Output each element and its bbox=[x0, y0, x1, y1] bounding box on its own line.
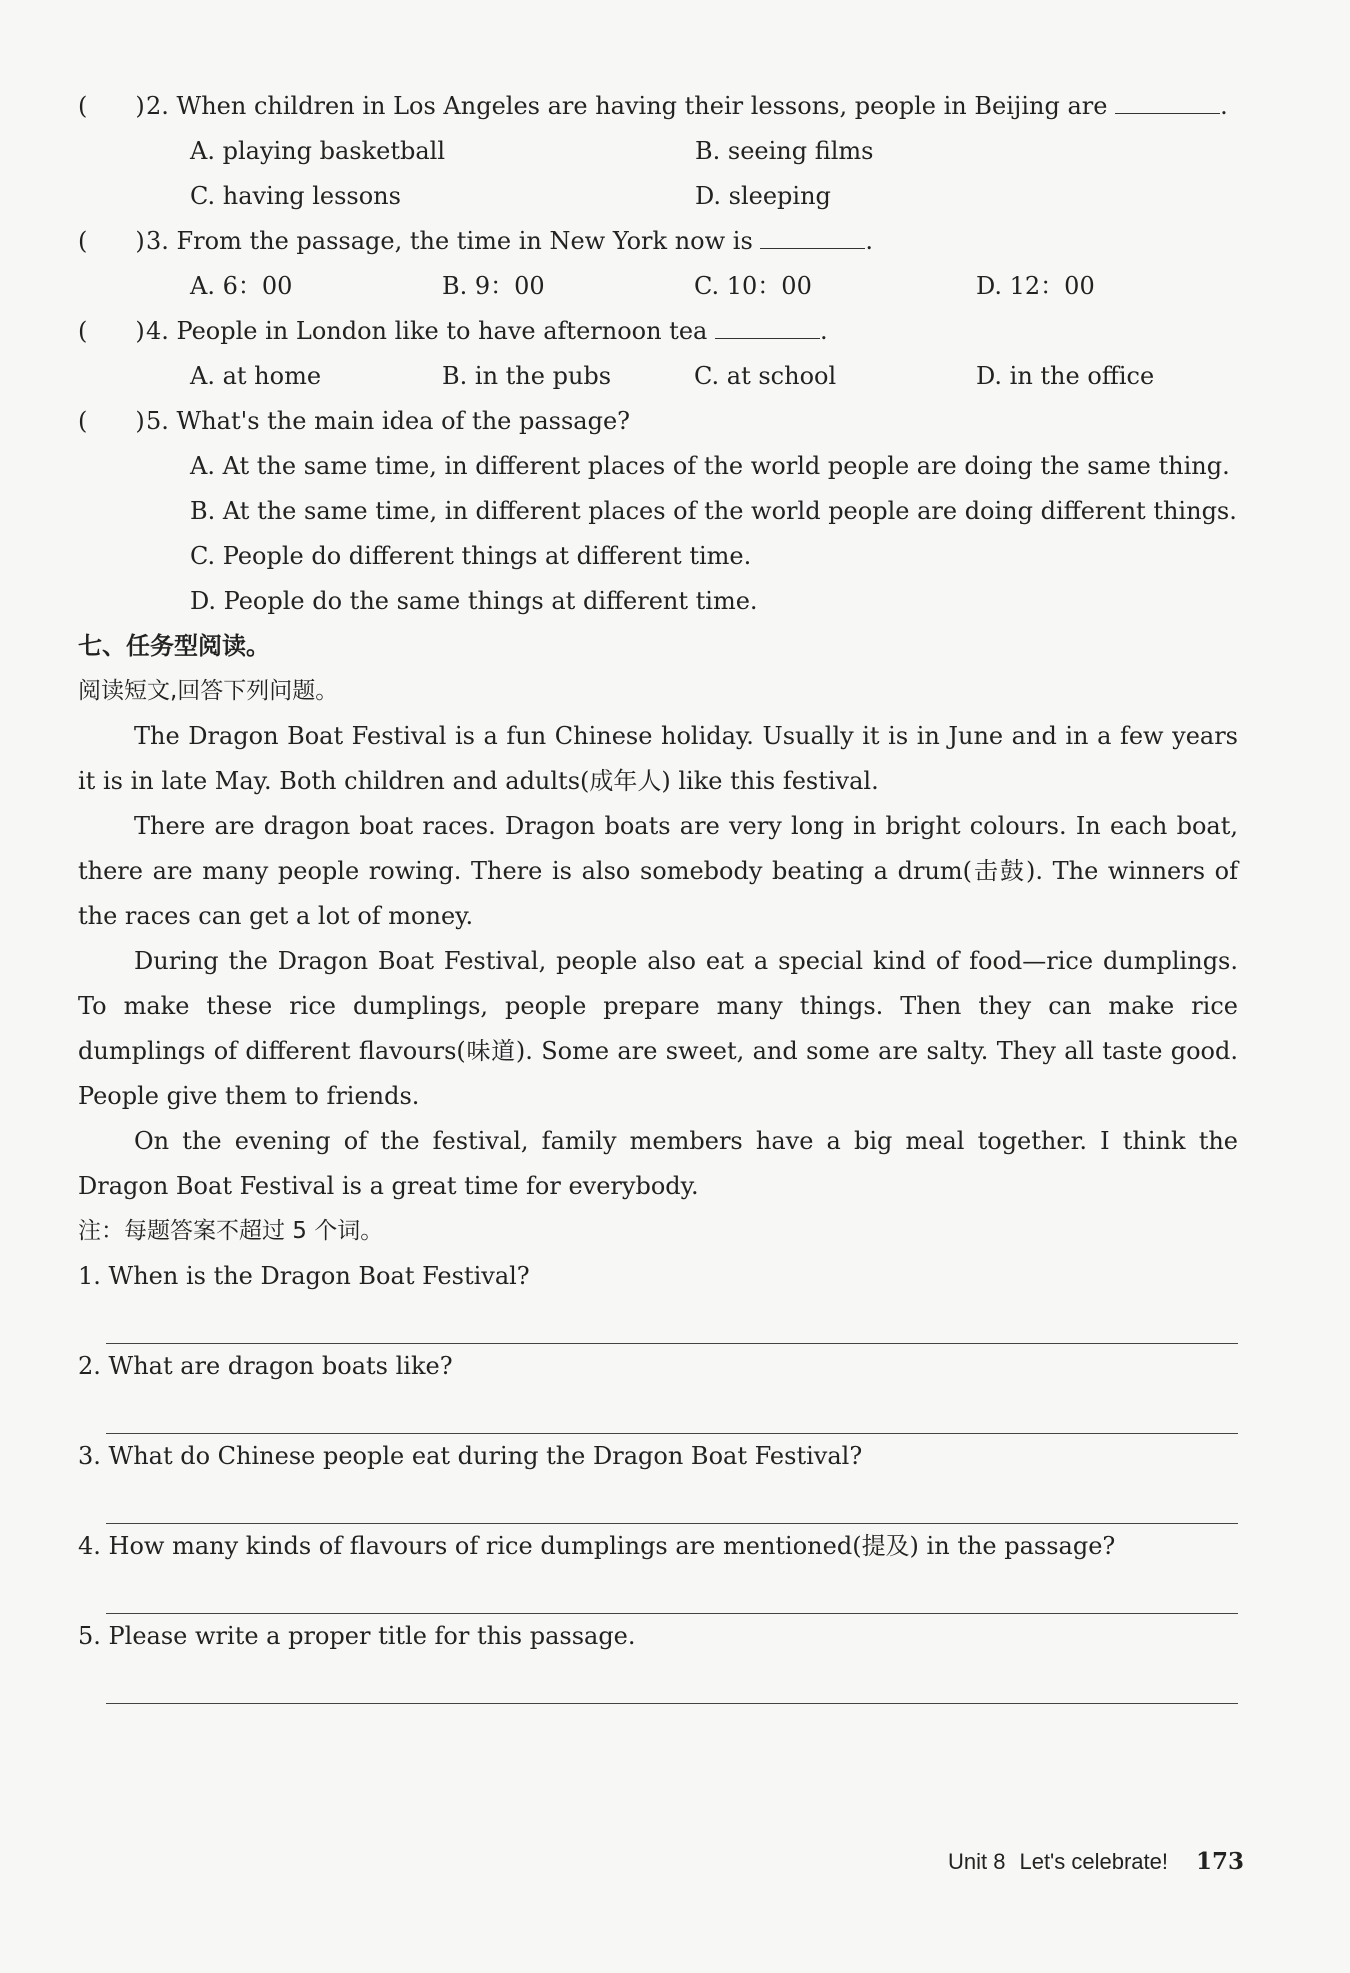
question-5: 5. Please write a proper title for this passage. bbox=[78, 1622, 636, 1650]
answer-line-2[interactable] bbox=[106, 1389, 1238, 1434]
question-stem: 3. From the passage, the time in New York now is bbox=[146, 227, 753, 255]
option-d: D. 12：00 bbox=[976, 272, 1095, 300]
question-stem: 2. When children in Los Angeles are having their lessons, people in Beijing are bbox=[146, 92, 1108, 120]
page-number: 173 bbox=[1195, 1848, 1244, 1875]
answer-note: 注：每题答案不超过 5 个词。 bbox=[78, 1218, 384, 1244]
option-d: D. in the office bbox=[976, 362, 1155, 390]
answer-blank[interactable] bbox=[1115, 89, 1220, 114]
question-4: 4. How many kinds of flavours of rice dumplings are mentioned(提及) in the passage? bbox=[78, 1532, 1116, 1560]
passage-paragraph: On the evening of the festival, family members have a big meal together. I think the Dragon Boat Festival is a great time for everybody. bbox=[78, 1127, 1238, 1200]
section-instruction: 阅读短文,回答下列问题。 bbox=[78, 678, 339, 704]
option-b: B. in the pubs bbox=[442, 362, 612, 390]
question-stem: 4. People in London like to have afternoon tea bbox=[146, 317, 708, 345]
question-1: 1. When is the Dragon Boat Festival? bbox=[78, 1262, 530, 1290]
option-b: B. 9：00 bbox=[442, 272, 545, 300]
unit-label: Unit 8 bbox=[947, 1849, 1006, 1874]
option-b: B. seeing films bbox=[695, 137, 874, 165]
option-c: C. having lessons bbox=[190, 182, 401, 210]
short-answer-questions bbox=[78, 1254, 1238, 1704]
option-d: D. People do the same things at different time. bbox=[190, 587, 758, 615]
option-d: D. sleeping bbox=[695, 182, 831, 210]
question-2: 2. What are dragon boats like? bbox=[78, 1352, 453, 1380]
option-a: A. playing basketball bbox=[190, 137, 446, 165]
section-title: 七、任务型阅读。 bbox=[78, 632, 270, 660]
answer-line-1[interactable] bbox=[106, 1299, 1238, 1344]
question-3: 3. What do Chinese people eat during the Dragon Boat Festival? bbox=[78, 1442, 863, 1470]
page-content bbox=[78, 84, 1238, 1704]
mc-question-4: ( ) 4. People in London like to have afternoon tea . A. at home B. in the pubs C. at school D. in the office bbox=[78, 309, 1238, 399]
answer-parenthesis[interactable]: ( ) bbox=[78, 227, 145, 255]
passage-paragraph: There are dragon boat races. Dragon boats are very long in bright colours. In each boat, there are many people rowing. There is also somebody beating a drum(击鼓). The winners of the races can get a lot of money. bbox=[78, 812, 1238, 930]
option-a: A. At the same time, in different places of the world people are doing the same thing. bbox=[190, 452, 1230, 480]
answer-line-5[interactable] bbox=[106, 1659, 1238, 1704]
answer-line-4[interactable] bbox=[106, 1569, 1238, 1614]
page-footer bbox=[948, 1848, 1244, 1875]
answer-blank[interactable] bbox=[715, 314, 820, 339]
answer-blank[interactable] bbox=[760, 224, 865, 249]
reading-passage bbox=[78, 714, 1238, 1209]
mc-question-5 bbox=[78, 399, 1238, 624]
answer-parenthesis[interactable]: ( ) bbox=[78, 92, 145, 120]
passage-paragraph: During the Dragon Boat Festival, people also eat a special kind of food—rice dumplings. To make these rice dumplings, people prepare many things. Then they can make rice dumplings of different flavours(味道). Some are sweet, and some are salty. They all taste good. People give them to friends. bbox=[78, 947, 1238, 1110]
question-stem: 5. What's the main idea of the passage? bbox=[146, 407, 631, 435]
option-c: C. People do different things at different time. bbox=[190, 542, 752, 570]
answer-parenthesis[interactable]: ( ) bbox=[78, 407, 145, 435]
mc-question-3: ( ) 3. From the passage, the time in New York now is . A. 6：00 B. 9：00 C. 10：00 D. 12：00 bbox=[78, 219, 1238, 309]
answer-line-3[interactable] bbox=[106, 1479, 1238, 1524]
option-a: A. at home bbox=[190, 362, 322, 390]
option-c: C. at school bbox=[694, 362, 837, 390]
option-a: A. 6：00 bbox=[190, 272, 293, 300]
passage-paragraph: The Dragon Boat Festival is a fun Chinese holiday. Usually it is in June and in a few years it is in late May. Both children and adults(成年人) like this festival. bbox=[78, 722, 1238, 795]
mc-question-2: ( ) 2. When children in Los Angeles are having their lessons, people in Beijing are . A. playing basketball B. seeing films C. having lessons D. sleeping bbox=[78, 84, 1238, 219]
option-c: C. 10：00 bbox=[694, 272, 812, 300]
unit-title: Let's celebrate! bbox=[1019, 1849, 1168, 1874]
option-b: B. At the same time, in different places of the world people are doing different things. bbox=[190, 497, 1237, 525]
answer-parenthesis[interactable]: ( ) bbox=[78, 317, 145, 345]
